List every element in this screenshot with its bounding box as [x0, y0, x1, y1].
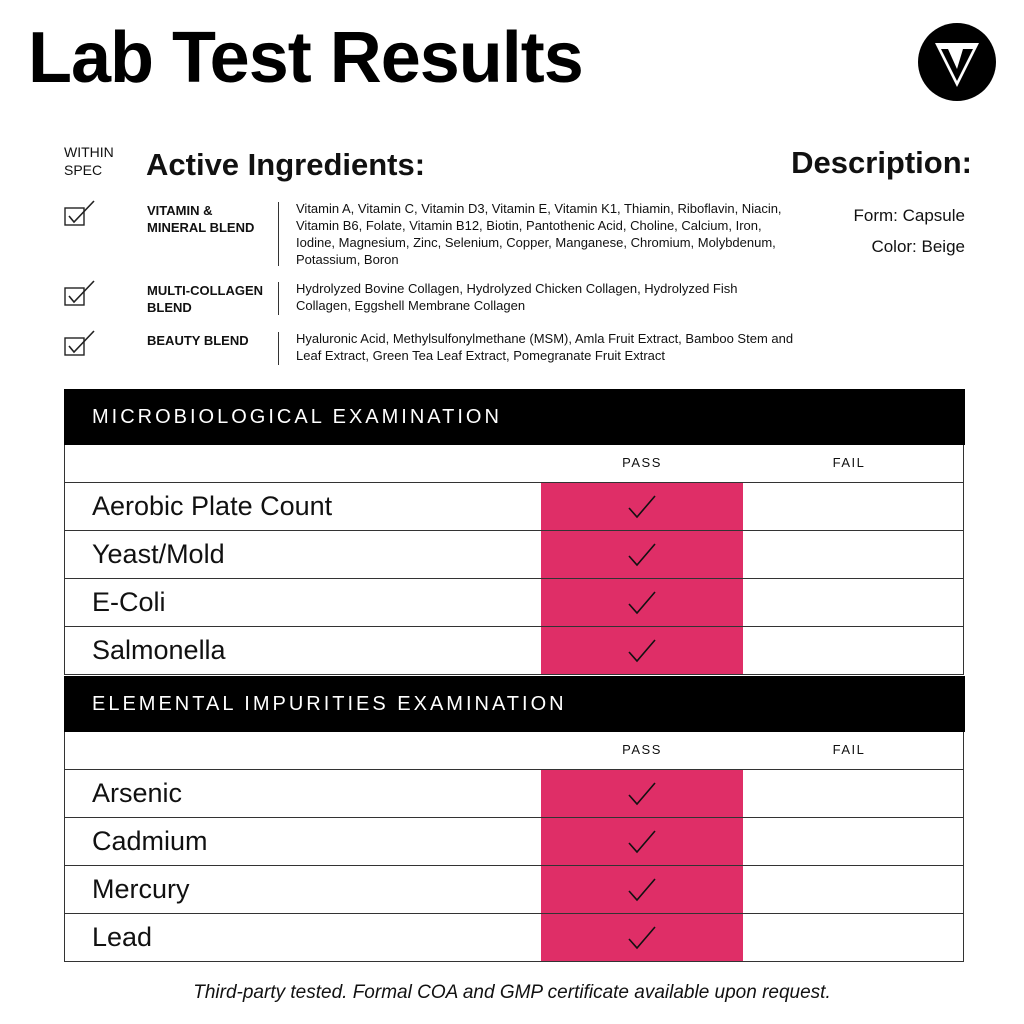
test-name: Salmonella — [92, 635, 226, 665]
table-row — [64, 866, 964, 914]
blend-items: Vitamin A, Vitamin C, Vitamin D3, Vitamin E, Vitamin K1, Thiamin, Riboflavin, Niacin, Vitamin B6, Folate, Vitamin B12, Biotin, Pantothenic Acid, Choline, Calcium, Iron, Iodine, Magnesium, Zinc, Selenium, Copper, Manganese, Chromium, Molybdenum, Potassium, Boron — [296, 201, 782, 267]
checkmark-icon — [628, 591, 656, 615]
checkbox-checked-icon — [64, 200, 96, 228]
within-spec-line-1: WITHIN — [64, 144, 114, 160]
table-row — [64, 818, 964, 866]
description-form: Form: Capsule — [853, 206, 965, 225]
checkmark-icon — [628, 830, 656, 854]
test-name: E-Coli — [92, 587, 166, 617]
checkmark-icon — [628, 878, 656, 902]
table-row — [64, 579, 964, 627]
active-ingredients-heading: Active Ingredients: — [146, 147, 426, 182]
test-name: Lead — [92, 922, 153, 952]
column-header-row — [64, 732, 964, 770]
checkmark-icon — [628, 495, 656, 519]
description-heading: Description: — [791, 145, 972, 180]
pass-cell — [541, 818, 743, 865]
pass-cell — [541, 579, 743, 626]
column-header-row — [64, 445, 964, 483]
blend-items: Hyaluronic Acid, Methylsulfonylmethane (MSM), Amla Fruit Extract, Bamboo Stem and Leaf Extract, Green Tea Leaf Extract, Pomegranate Fruit Extract — [296, 331, 794, 363]
blend-divider — [278, 332, 279, 365]
v-logo-icon — [918, 23, 996, 101]
blend-divider — [278, 282, 279, 315]
section-header: MICROBIOLOGICAL EXAMINATION — [64, 389, 965, 445]
table-row — [64, 914, 964, 962]
checkmark-icon — [628, 543, 656, 567]
test-name: Arsenic — [92, 778, 183, 808]
blend-name: VITAMIN & MINERAL BLEND — [147, 203, 255, 235]
table-row — [64, 483, 964, 531]
fail-column-label: FAIL — [832, 742, 866, 757]
pass-cell — [541, 770, 743, 817]
checkbox-checked-icon — [64, 330, 96, 358]
test-name: Yeast/Mold — [92, 539, 225, 569]
test-name: Mercury — [92, 874, 190, 904]
blend-name: MULTI-COLLAGEN BLEND — [147, 283, 264, 315]
table-row — [64, 627, 964, 675]
blend-divider — [278, 202, 279, 266]
pass-column-label: PASS — [622, 455, 662, 470]
footer-note: Third-party tested. Formal COA and GMP certificate available upon request. — [193, 982, 831, 1003]
checkbox-checked-icon — [64, 280, 96, 308]
pass-cell — [541, 483, 743, 530]
pass-column-label: PASS — [622, 742, 662, 757]
within-spec-label — [64, 143, 144, 179]
fail-column-label: FAIL — [832, 455, 866, 470]
table-row — [64, 531, 964, 579]
within-spec-line-2: SPEC — [64, 162, 103, 178]
pass-cell — [541, 627, 743, 674]
test-name: Aerobic Plate Count — [92, 491, 333, 521]
checkmark-icon — [628, 782, 656, 806]
blend-items: Hydrolyzed Bovine Collagen, Hydrolyzed Chicken Collagen, Hydrolyzed Fish Collagen, Eggshell Membrane Collagen — [296, 281, 738, 313]
test-name: Cadmium — [92, 826, 208, 856]
pass-cell — [541, 531, 743, 578]
description-details — [854, 200, 965, 262]
page-title: Lab Test Results — [28, 18, 583, 98]
blend-name: BEAUTY BLEND — [147, 333, 249, 348]
section-header: ELEMENTAL IMPURITIES EXAMINATION — [64, 676, 965, 732]
pass-cell — [541, 866, 743, 913]
checkmark-icon — [628, 926, 656, 950]
description-color: Color: Beige — [871, 237, 965, 256]
checkmark-icon — [628, 639, 656, 663]
table-row — [64, 770, 964, 818]
pass-cell — [541, 914, 743, 961]
